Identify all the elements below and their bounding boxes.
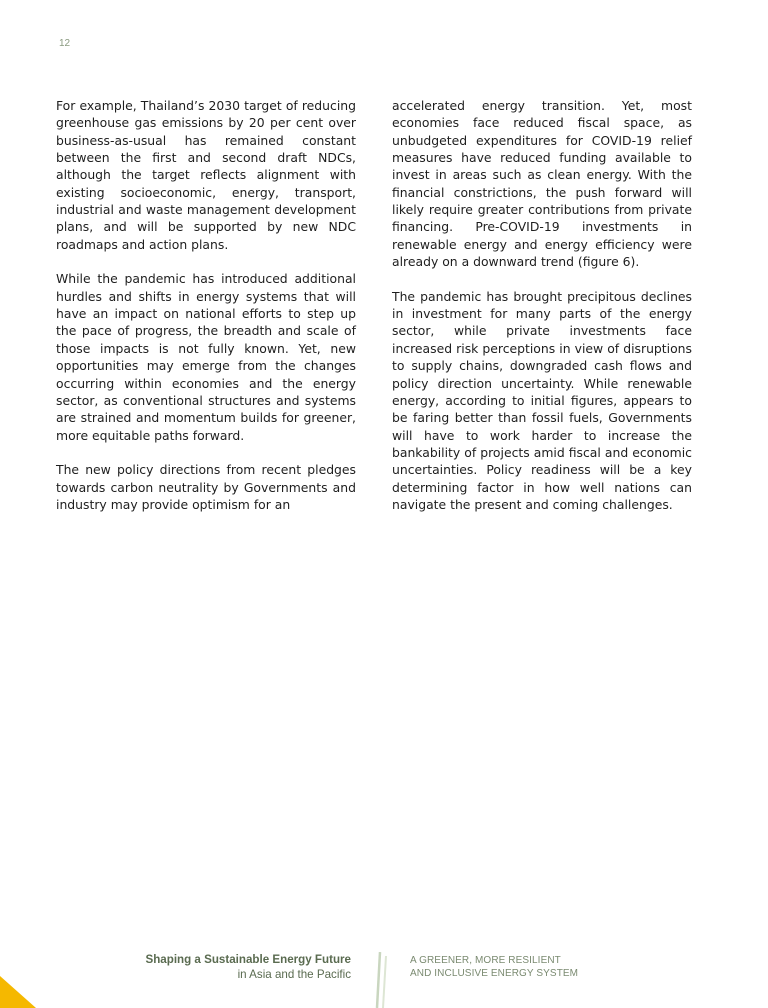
footer-publication-title [145,952,351,982]
footer-subtitle: in Asia and the Pacific [237,968,351,981]
footer-title: Shaping a Sustainable Energy Future [145,953,351,966]
footer-section-line: A GREENER, MORE RESILIENT [410,955,561,966]
footer-divider-decoration [374,952,390,1008]
footer-section-line: AND INCLUSIVE ENERGY SYSTEM [410,967,579,979]
paragraph: While the pandemic has introduced additional hurdles and shifts in energy systems that will have an impact on national efforts to step up the pace of progress, the breadth and scale of those impacts is not fully known. Yet, new opportunities may emerge from the changes occurring within economies and the energy sector, as conventional structures and systems are strained and momentum builds for greener, more equitable paths forward. [56,271,356,443]
left-column [56,97,356,531]
corner-accent-triangle [0,968,40,1008]
paragraph: For example, Thailand’s 2030 target of reducing greenhouse gas emissions by 20 per cent over business-as-usual has remained constant between the first and second draft NDCs, although the target reflects alignment with existing socioeconomic, energy, transport, industrial and waste management development plans, and will be supported by new NDC roadmaps and action plans. [56,98,356,252]
paragraph: The pandemic has brought precipitous declines in investment for many parts of the energy sector, while private investments face increased risk perceptions in view of disruptions to supply chains, downgraded cash flows and policy direction uncertainty. While renewable energy, according to initial figures, appears to be faring better than fossil fuels, Governments will have to work harder to increase the bankability of projects amid fiscal and economic uncertainties. Policy readiness will be a key determining factor in how well nations can navigate the present and coming challenges. [392,288,692,512]
paragraph: The new policy directions from recent pledges towards carbon neutrality by Governments and industry may provide optimism for an [56,462,356,512]
right-column [392,97,692,531]
page-number: 12 [59,38,71,49]
footer-section-title [410,955,578,980]
paragraph: accelerated energy transition. Yet, most economies face reduced fiscal space, as unbudgeted expenditures for COVID-19 relief measures have reduced funding available to invest in areas such as clean energy. With the financial constrictions, the push forward will likely require greater contributions from private financing. Pre-COVID-19 investments in renewable energy and energy efficiency were already on a downward trend (figure 6). [392,98,692,270]
